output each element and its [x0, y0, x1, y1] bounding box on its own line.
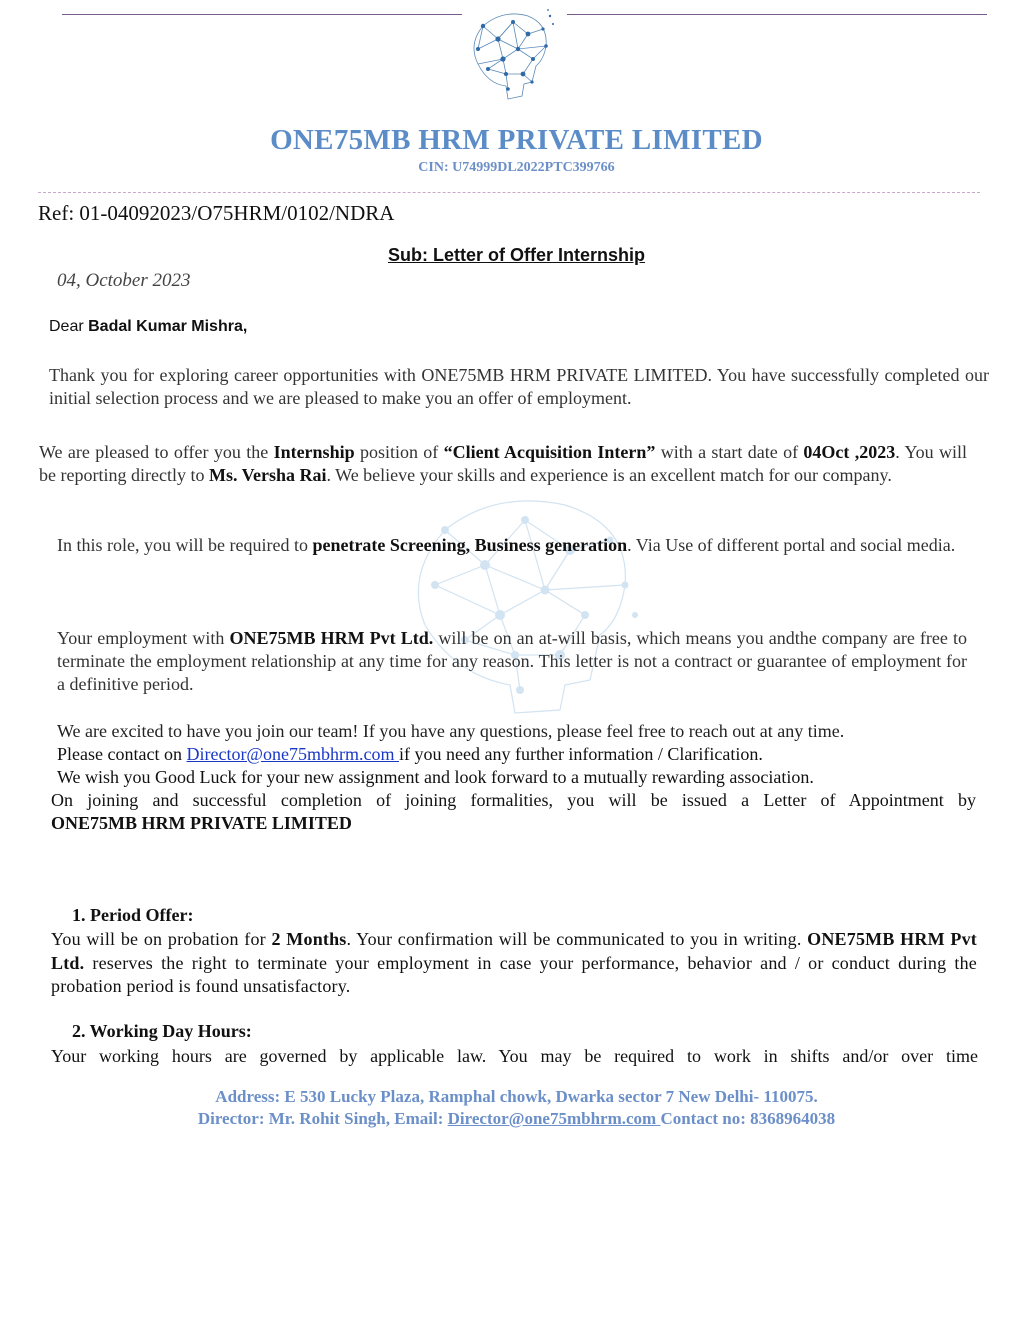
role-paragraph: [57, 534, 989, 557]
employment-text-2: will be on an at-will basis, which means you andthe company are free to terminate the employment relationship at any time for any reason. This letter is not a contract or guarantee of employment for a definitive period.: [57, 628, 967, 694]
section-2-heading: 2. Working Day Hours:: [72, 1021, 252, 1041]
contact-text-post: if you need any further information / Clarification.: [399, 744, 763, 764]
employment-paragraph: [57, 627, 967, 696]
recipient-name: Badal Kumar Mishra,: [88, 318, 248, 335]
section-2-body: Your working hours are governed by applicable law. You may be required to work in shifts and/or over time: [51, 1046, 978, 1066]
footer-email-link[interactable]: Director@one75mbhrm.com: [447, 1109, 661, 1128]
offer-text-5: . We believe your skills and experience is an excellent match for our company.: [326, 465, 892, 485]
probation-company: ONE75MB HRM Pvt Ltd.: [51, 929, 977, 973]
closing-line-3: We wish you Good Luck for your new assignment and look forward to a mutually rewarding association.: [57, 767, 814, 787]
closing-line-1: We are excited to have you join our team! If you have any questions, please feel free to reach out at any time.: [57, 721, 845, 741]
contact-text-pre: Please contact on: [57, 744, 187, 764]
intro-paragraph: Thank you for exploring career opportunities with ONE75MB HRM PRIVATE LIMITED. You have successfully completed our initial selection process and we are pleased to make you an offer of employment.: [49, 365, 989, 408]
closing-line-4: On joining and successful completion of joining formalities, you will be issued a Letter of Appointment by: [51, 790, 976, 810]
offer-text-1: We are pleased to offer you the: [39, 442, 274, 462]
header-divider: [38, 192, 980, 193]
section-1-body: [51, 928, 977, 999]
company-cin: CIN: U74999DL2022PTC399766: [418, 160, 615, 175]
probation-text-1: You will be on probation for: [51, 929, 272, 949]
director-email-link[interactable]: Director@one75mbhrm.com: [186, 744, 399, 764]
closing-line-5: ONE75MB HRM PRIVATE LIMITED: [51, 813, 352, 833]
offer-text-3: with a start date of: [655, 442, 804, 462]
header-rule-left: [62, 14, 462, 15]
offer-position: “Client Acquisition Intern”: [443, 442, 656, 462]
letter-date: 04, October 2023: [57, 270, 191, 291]
probation-text-3: reserves the right to terminate your employment in case your performance, behavior and / or conduct during the probation period is found unsatisfactory.: [51, 952, 977, 996]
offer-paragraph: [39, 441, 967, 487]
footer-contact: Contact no: 8368964038: [660, 1109, 836, 1128]
employment-company: ONE75MB HRM Pvt Ltd.: [229, 628, 434, 648]
reference-number: Ref: 01-04092023/O75HRM/0102/NDRA: [38, 201, 395, 225]
employment-text-1: Your employment with: [57, 628, 230, 648]
header-rule-right: [567, 14, 987, 15]
letter-subject: Sub: Letter of Offer Internship: [387, 245, 645, 265]
role-duties: penetrate Screening, Business generation: [312, 535, 628, 555]
offer-manager: Ms. Versha Rai: [208, 465, 327, 485]
offer-text-4: . You will be reporting directly to: [39, 442, 967, 485]
role-text-1: In this role, you will be required to: [57, 535, 313, 555]
role-text-2: . Via Use of different portal and social media.: [627, 535, 956, 555]
salutation-text: Dear: [49, 318, 89, 335]
salutation: [49, 318, 247, 336]
company-name: ONE75MB HRM PRIVATE LIMITED: [270, 124, 763, 156]
offer-start-date: 04Oct ,2023: [803, 442, 896, 462]
section-1-heading: 1. Period Offer:: [72, 905, 194, 925]
probation-duration: 2 Months: [271, 929, 347, 949]
offer-text-2: position of: [354, 442, 444, 462]
footer-director-text: Director: Mr. Rohit Singh, Email:: [197, 1109, 448, 1128]
footer-director: [0, 1109, 1033, 1129]
probation-text-2: . Your confirmation will be communicated to you in writing.: [346, 929, 808, 949]
offer-type: Internship: [273, 442, 355, 462]
footer-address: Address: E 530 Lucky Plaza, Ramphal chowk, Dwarka sector 7 New Delhi- 110075.: [215, 1087, 818, 1106]
brain-network-icon: [458, 4, 558, 104]
closing-line-2: [57, 743, 997, 766]
